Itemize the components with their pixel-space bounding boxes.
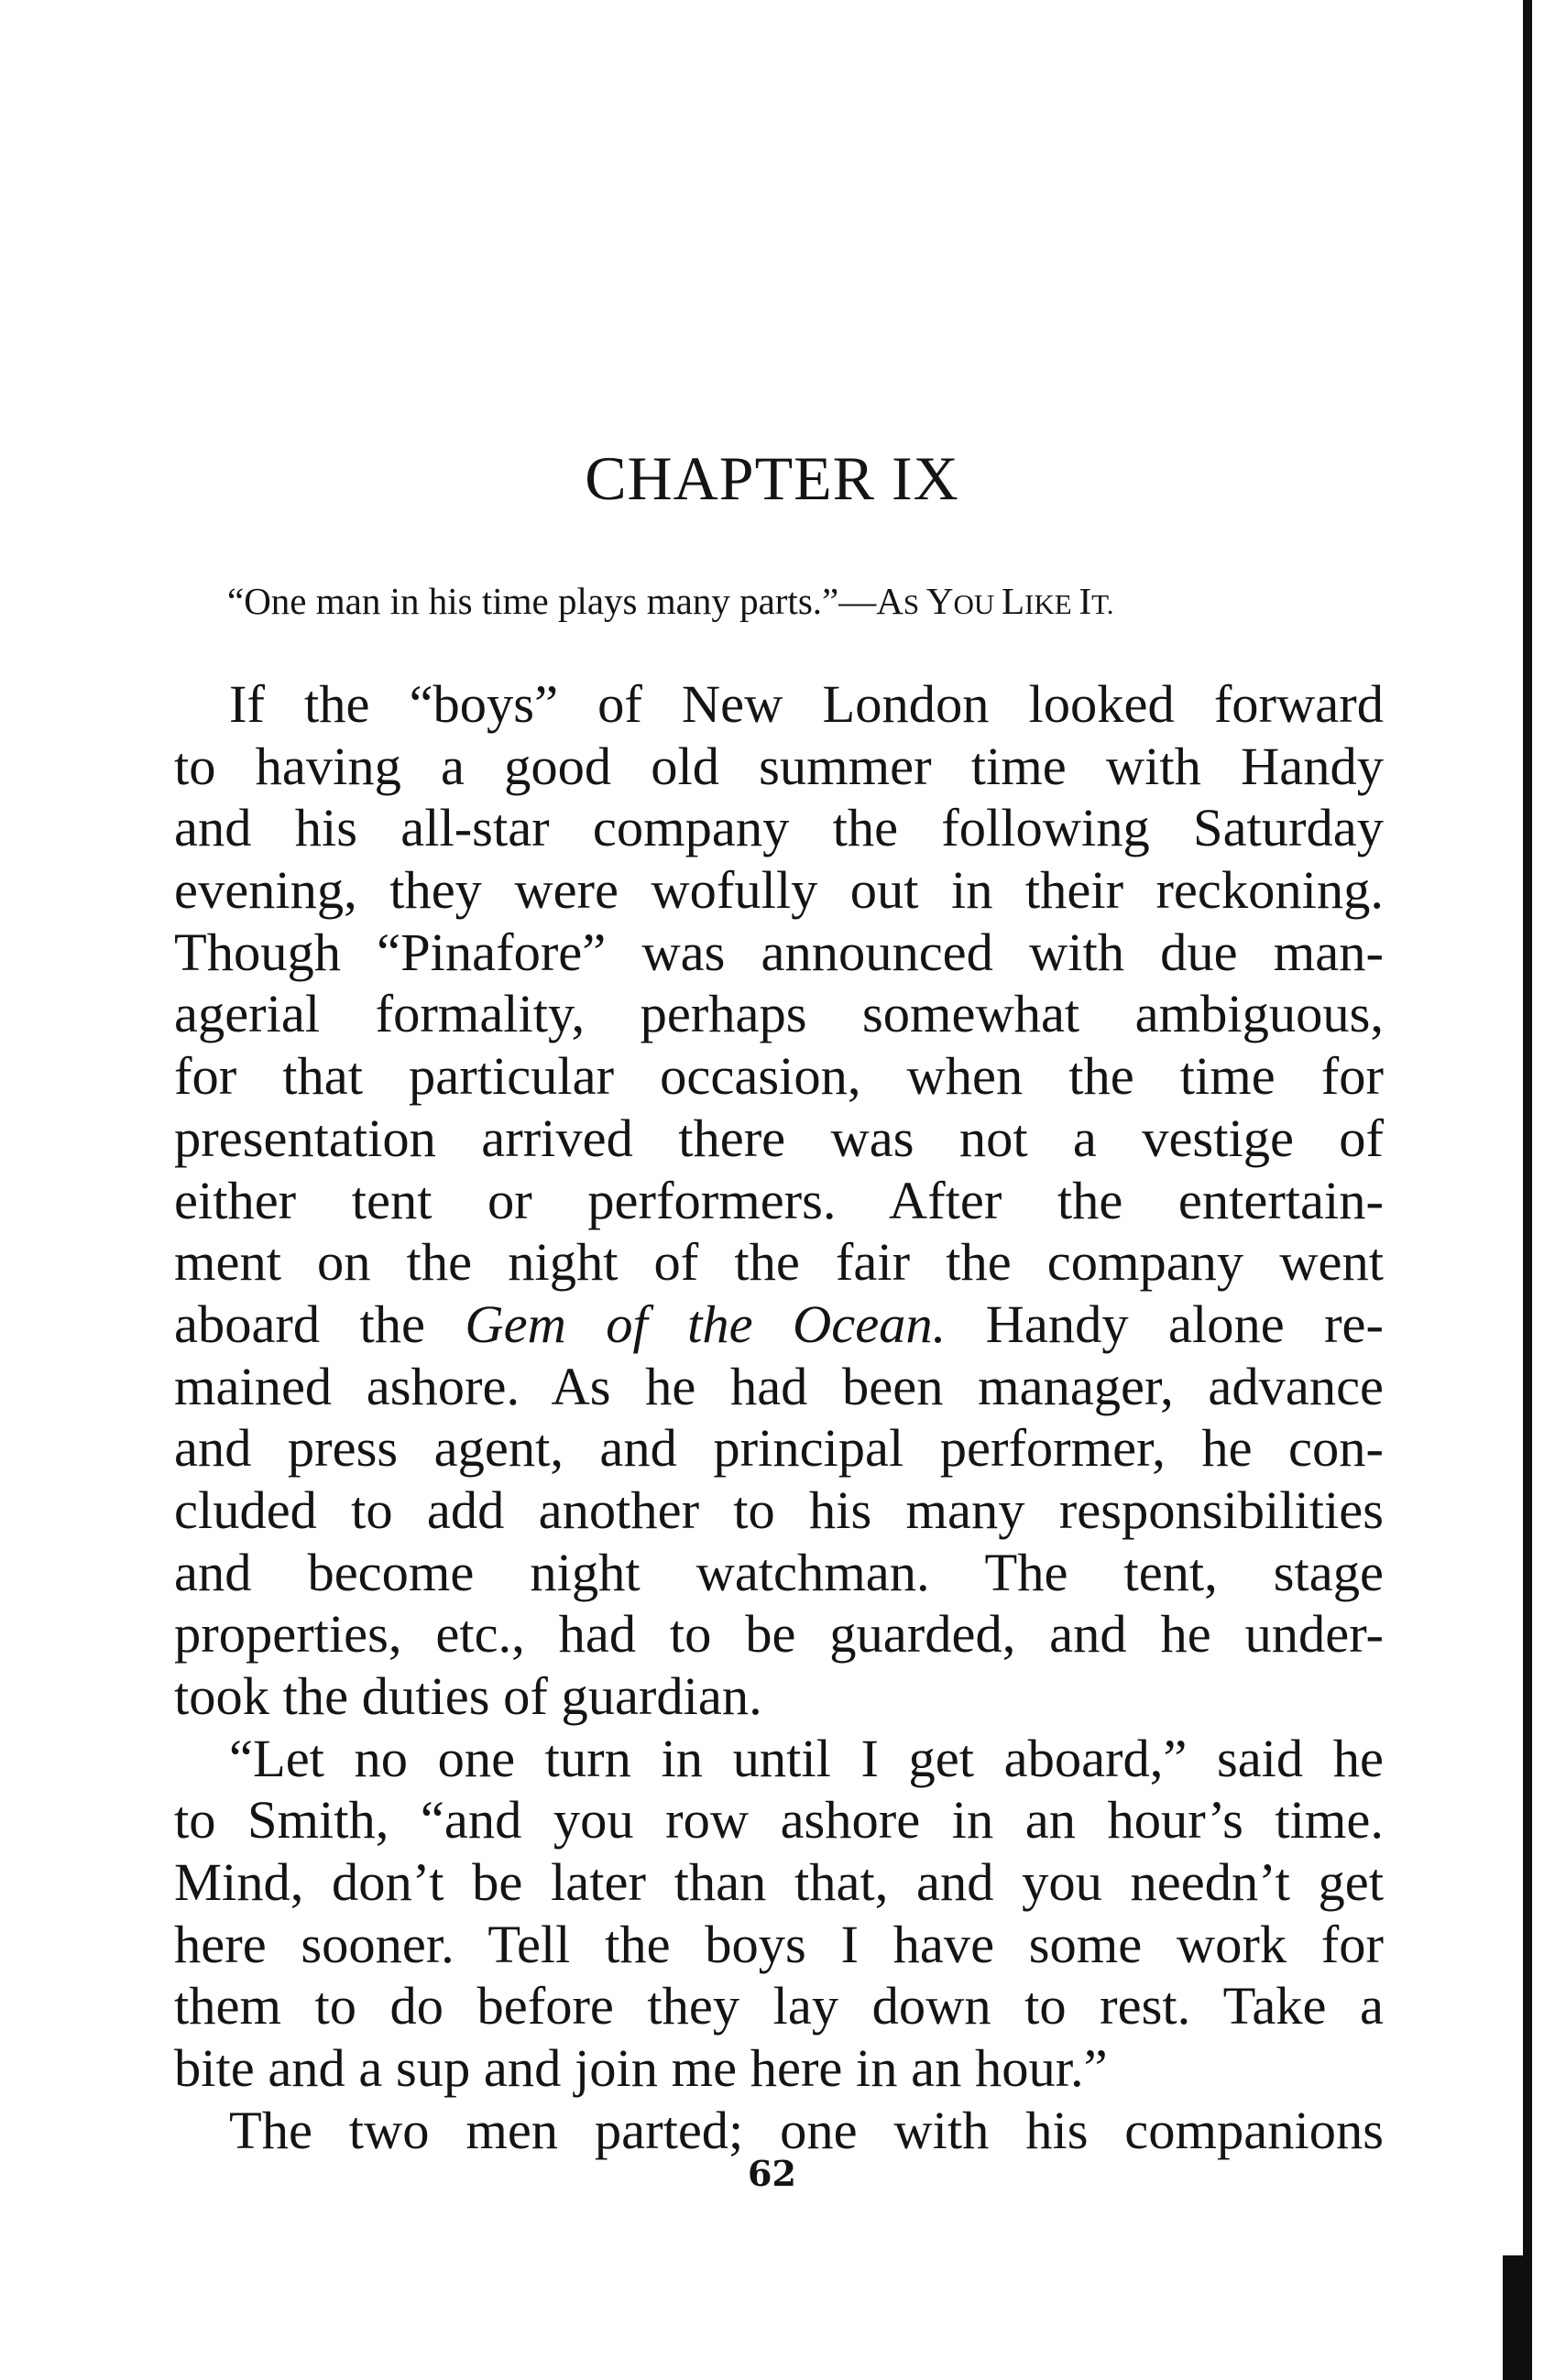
- text-line: Though “Pinafore” was announced with due man-: [174, 922, 1384, 982]
- chapter-heading: CHAPTER IX: [585, 443, 959, 513]
- text-line: and his all-star company the following Saturday: [174, 798, 1384, 858]
- epigraph: [227, 580, 1418, 622]
- text-line: “Let no one turn in until I get aboard,” said he: [229, 1728, 1384, 1788]
- page-edge-rule: [1523, 0, 1532, 2380]
- text-line: agerial formality, perhaps somewhat ambiguous,: [174, 984, 1384, 1044]
- text-line: Mind, don’t be later than that, and you needn’t get: [174, 1852, 1384, 1913]
- text-line: evening, they were wofully out in their reckoning.: [174, 860, 1384, 921]
- text-line: [174, 1294, 1384, 1356]
- ship-name-italic: Gem of the Ocean.: [465, 1294, 947, 1354]
- epigraph-quote: “One man in his time plays many parts.”—: [227, 580, 877, 622]
- text-line: presentation arrived there was not a vestige of: [174, 1108, 1384, 1168]
- text-segment: aboard the: [174, 1294, 465, 1354]
- text-line: here sooner. Tell the boys I have some work for: [174, 1914, 1384, 1974]
- text-line: properties, etc., had to be guarded, and he under-: [174, 1604, 1384, 1665]
- text-line: for that particular occasion, when the time for: [174, 1046, 1384, 1107]
- text-line: and become night watchman. The tent, stage: [174, 1542, 1384, 1602]
- text-line: and press agent, and principal performer, he con-: [174, 1418, 1384, 1479]
- text-line: them to do before they lay down to rest. Take a: [174, 1976, 1384, 2036]
- text-line: cluded to add another to his many responsibilities: [174, 1479, 1384, 1540]
- text-line: ment on the night of the fair the company went: [174, 1232, 1384, 1293]
- text-line: mained ashore. As he had been manager, advance: [174, 1356, 1384, 1416]
- text-line: bite and a sup and join me here in an hour.”: [174, 2038, 1108, 2099]
- text-line: If the “boys” of New London looked forward: [229, 674, 1384, 734]
- text-line: either tent or performers. After the entertain-: [174, 1170, 1384, 1230]
- text-line: to Smith, “and you row ashore in an hour’s time.: [174, 1790, 1384, 1851]
- text-line: took the duties of guardian.: [174, 1666, 762, 1726]
- page-edge-blot: [1503, 2255, 1523, 2380]
- text-line: The two men parted; one with his companions: [229, 2100, 1384, 2160]
- text-line: to having a good old summer time with Handy: [174, 736, 1384, 796]
- text-segment: Handy alone re-: [946, 1294, 1384, 1354]
- page-number: 62: [748, 2153, 796, 2194]
- body-text: [174, 673, 1384, 2162]
- epigraph-source: AS YOU LIKE IT.: [876, 580, 1114, 622]
